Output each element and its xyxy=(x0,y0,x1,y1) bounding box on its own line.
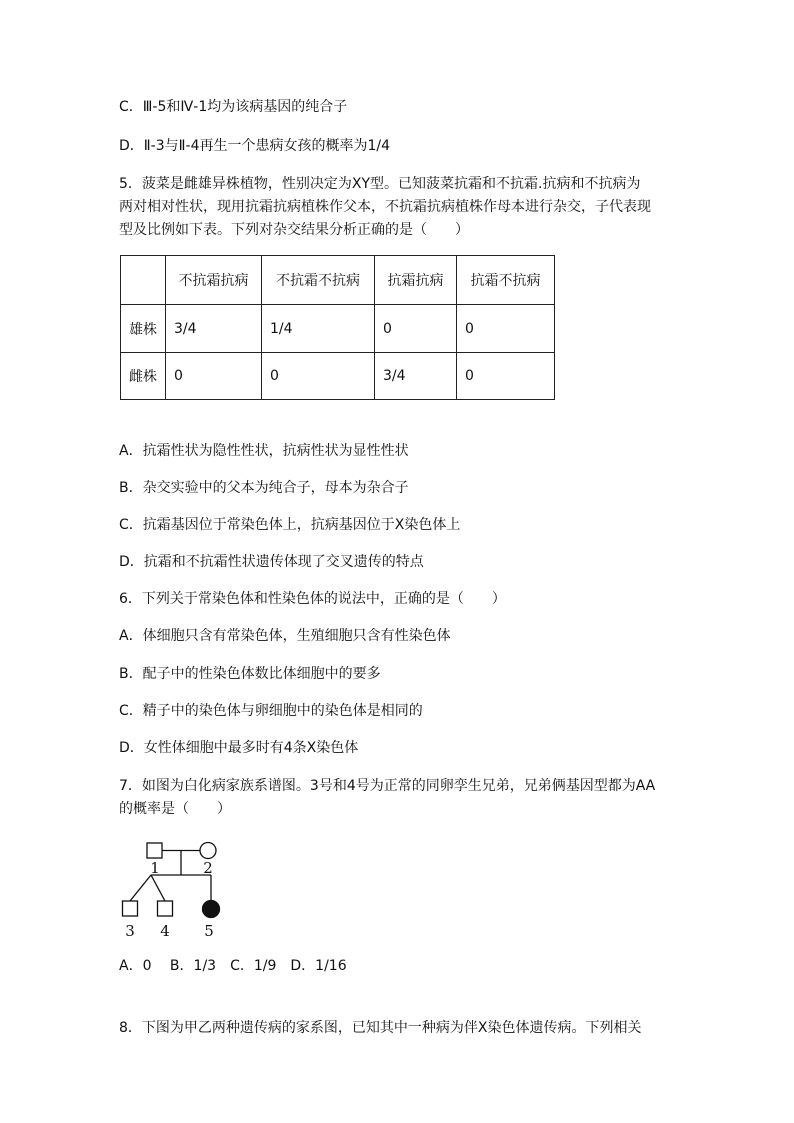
pedigree-female-2 xyxy=(200,843,216,859)
q6-option-a: A．体细胞只含有常染色体，生殖细胞只含有性染色体 xyxy=(119,628,451,644)
table-cell: 1/4 xyxy=(262,305,375,353)
table-row xyxy=(121,305,555,353)
pedigree-affected-female-5 xyxy=(203,901,220,918)
pedigree-label: 5 xyxy=(204,922,214,940)
table-header-cell: 不抗霜不抗病 xyxy=(262,256,375,305)
q8-stem: 8．下图为甲乙两种遗传病的家系图，已知其中一种病为伴X染色体遗传病。下列相关 xyxy=(119,1020,642,1036)
pedigree-label: 1 xyxy=(150,859,160,877)
table-row-label: 雄株 xyxy=(121,305,166,353)
q4-option-c: C．Ⅲ-5和Ⅳ-1均为该病基因的纯合子 xyxy=(119,99,348,115)
table-cell: 3/4 xyxy=(166,305,262,353)
q5-stem-line-1: 5．菠菜是雌雄异株植物，性别决定为XY型。已知菠菜抗霜和不抗霜.抗病和不抗病为 xyxy=(119,176,641,192)
q5-option-d: D．抗霜和不抗霜性状遗传体现了交叉遗传的特点 xyxy=(119,554,424,570)
pedigree-male-4 xyxy=(158,901,173,916)
q5-option-c: C．抗霜基因位于常染色体上，抗病基因位于X染色体上 xyxy=(119,517,461,533)
pedigree-male-1 xyxy=(147,843,162,858)
pedigree-twin-branch xyxy=(130,875,151,901)
q5-option-b: B．杂交实验中的父本为纯合子，母本为杂合子 xyxy=(119,480,409,496)
q5-results-table xyxy=(120,255,555,400)
q6-option-b: B．配子中的性染色体数比体细胞中的要多 xyxy=(119,666,381,682)
table-header-cell xyxy=(121,256,166,305)
albinism-pedigree-diagram xyxy=(115,835,235,945)
table-cell: 0 xyxy=(262,353,375,400)
table-cell: 0 xyxy=(457,305,555,353)
pedigree-twin-branch xyxy=(151,875,165,901)
table-row xyxy=(121,353,555,400)
table-cell: 0 xyxy=(166,353,262,400)
table-header-cell: 不抗霜抗病 xyxy=(166,256,262,305)
q4-option-d: D．Ⅱ-3与Ⅱ-4再生一个患病女孩的概率为1/4 xyxy=(119,138,391,154)
q7-stem-line-2: 的概率是（ ） xyxy=(119,801,231,817)
q6-stem: 6．下列关于常染色体和性染色体的说法中，正确的是（ ） xyxy=(119,591,506,607)
q6-option-c: C．精子中的染色体与卵细胞中的染色体是相同的 xyxy=(119,703,423,719)
q6-option-d: D．女性体细胞中最多时有4条X染色体 xyxy=(119,740,359,756)
q7-stem-line-1: 7．如图为白化病家族系谱图。3号和4号为正常的同卵孪生兄弟，兄弟俩基因型都为AA xyxy=(119,778,656,794)
table-header-cell: 抗霜抗病 xyxy=(375,256,457,305)
table-header-row xyxy=(121,256,555,305)
table-header-cell: 抗霜不抗病 xyxy=(457,256,555,305)
q5-stem-line-2: 两对相对性状，现用抗霜抗病植株作父本，不抗霜抗病植株作母本进行杂交，子代表现 xyxy=(119,199,651,215)
pedigree-label: 2 xyxy=(203,859,213,877)
q7-options: A．0 B．1/3 C．1/9 D．1/16 xyxy=(119,958,347,974)
table-row-label: 雌株 xyxy=(121,353,166,400)
table-cell: 0 xyxy=(375,305,457,353)
pedigree-label: 4 xyxy=(160,922,170,940)
pedigree-label: 3 xyxy=(125,922,135,940)
q5-stem-line-3: 型及比例如下表。下列对杂交结果分析正确的是（ ） xyxy=(119,222,469,238)
q5-option-a: A．抗霜性状为隐性性状，抗病性状为显性性状 xyxy=(119,443,409,459)
table-cell: 3/4 xyxy=(375,353,457,400)
pedigree-male-3 xyxy=(123,901,138,916)
table-cell: 0 xyxy=(457,353,555,400)
